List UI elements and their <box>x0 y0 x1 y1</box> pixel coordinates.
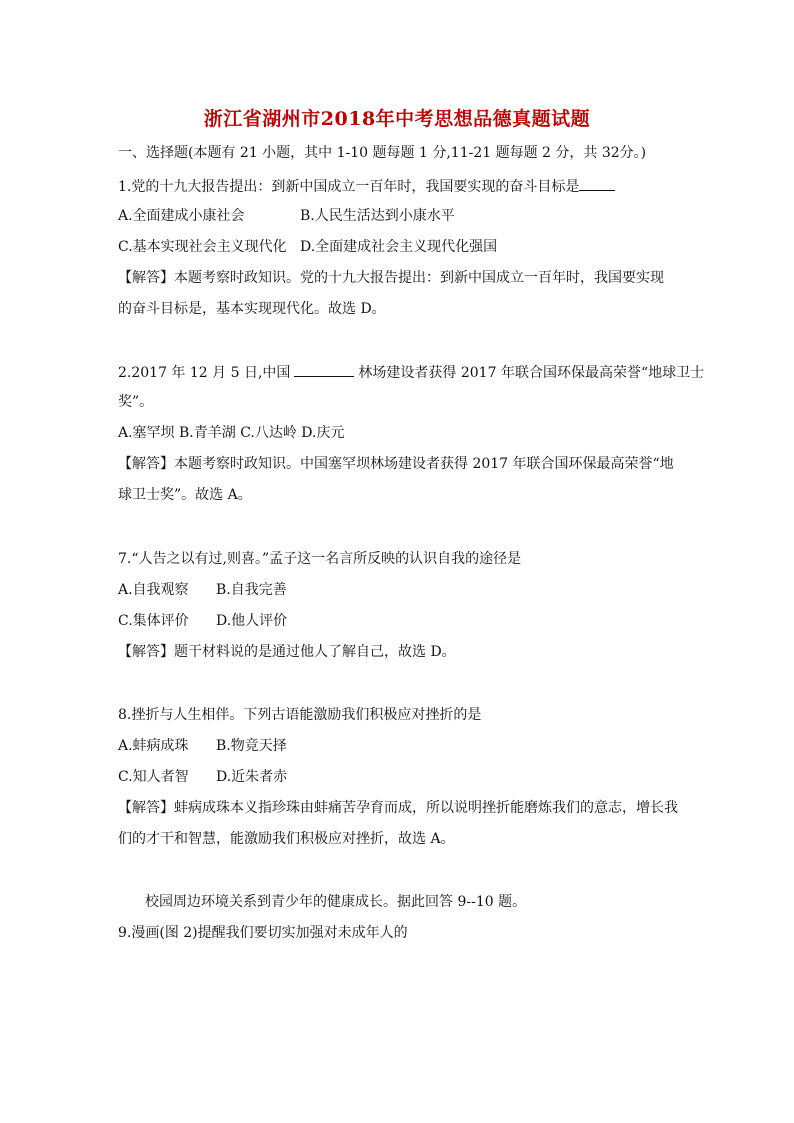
question-1-option-a: A.全面建成小康社会 <box>118 208 245 224</box>
question-2-text-b: 林场建设者获得 2017 年联合国环保最高荣誉“地球卫士 <box>358 365 705 381</box>
question-1-answer-line2: 的奋斗目标是，基本实现现代化。故选 D。 <box>118 301 386 317</box>
question-8-option-c: C.知人者智 <box>118 769 189 785</box>
question-8-stem: 8.挫折与人生相伴。下列古语能激励我们积极应对挫折的是 <box>118 707 482 723</box>
question-8-answer-line2: 们的才干和智慧，能激励我们积极应对挫折，故选 A。 <box>118 831 455 847</box>
question-8-options-row2 <box>118 767 287 787</box>
material-intro: 校园周边环境关系到青少年的健康成长。据此回答 9--10 题。 <box>145 894 527 910</box>
question-1-option-b: B.人民生活达到小康水平 <box>300 208 455 224</box>
question-1-option-c: C.基本实现社会主义现代化 <box>118 239 287 255</box>
question-2-answer-line1: 【解答】本题考察时政知识。中国塞罕坝林场建设者获得 2017 年联合国环保最高荣誉“地 <box>118 456 674 472</box>
question-1-answer-line1: 【解答】本题考察时政知识。党的十九大报告提出：到新中国成立一百年时，我国要实现 <box>118 270 664 286</box>
question-7-answer: 【解答】题干材料说的是通过他人了解自己，故选 D。 <box>118 644 456 660</box>
question-8-options-row1 <box>118 736 287 756</box>
answer-blank <box>579 176 615 191</box>
question-9-stem: 9.漫画(图 2)提醒我们要切实加强对未成年人的 <box>118 925 408 941</box>
section-heading: 一、选择题(本题有 21 小题，其中 1-10 题每题 1 分,11-21 题每题 2 分，共 32分。) <box>118 145 647 161</box>
question-1-options-row1 <box>118 206 455 226</box>
question-7-option-a: A.自我观察 <box>118 582 189 598</box>
question-1-options-row2 <box>118 237 497 257</box>
question-8-option-a: A.蚌病成珠 <box>118 738 189 754</box>
question-1-text: 1.党的十九大报告提出：到新中国成立一百年时，我国要实现的奋斗目标是 <box>118 179 580 195</box>
question-7-stem: 7.“人告之以有过,则喜。”孟子这一名言所反映的认识自我的途径是 <box>118 551 522 567</box>
question-7-option-d: D.他人评价 <box>216 613 288 629</box>
answer-blank <box>294 362 354 377</box>
question-8-option-b: B.物竞天择 <box>216 738 287 754</box>
question-7-options-row2 <box>118 611 287 631</box>
question-7-options-row1 <box>118 580 287 600</box>
question-2-options: A.塞罕坝 B.青羊湖 C.八达岭 D.庆元 <box>118 425 345 441</box>
question-2-stem <box>118 362 704 383</box>
question-1-stem <box>118 176 615 197</box>
question-2-text-a: 2.2017 年 12 月 5 日,中国 <box>118 365 291 381</box>
question-2-answer-line2: 球卫士奖”。故选 A。 <box>118 487 252 503</box>
question-8-answer-line1: 【解答】蚌病成珠本义指珍珠由蚌痛苦孕育而成，所以说明挫折能磨炼我们的意志，增长我 <box>118 800 678 816</box>
question-2-stem-cont: 奖”。 <box>118 394 154 410</box>
question-1-option-d: D.全面建成社会主义现代化强国 <box>300 239 498 255</box>
question-8-option-d: D.近朱者赤 <box>216 769 288 785</box>
document-title: 浙江省湖州市2018年中考思想品德真题试题 <box>203 108 591 130</box>
question-7-option-b: B.自我完善 <box>216 582 287 598</box>
question-7-option-c: C.集体评价 <box>118 613 189 629</box>
